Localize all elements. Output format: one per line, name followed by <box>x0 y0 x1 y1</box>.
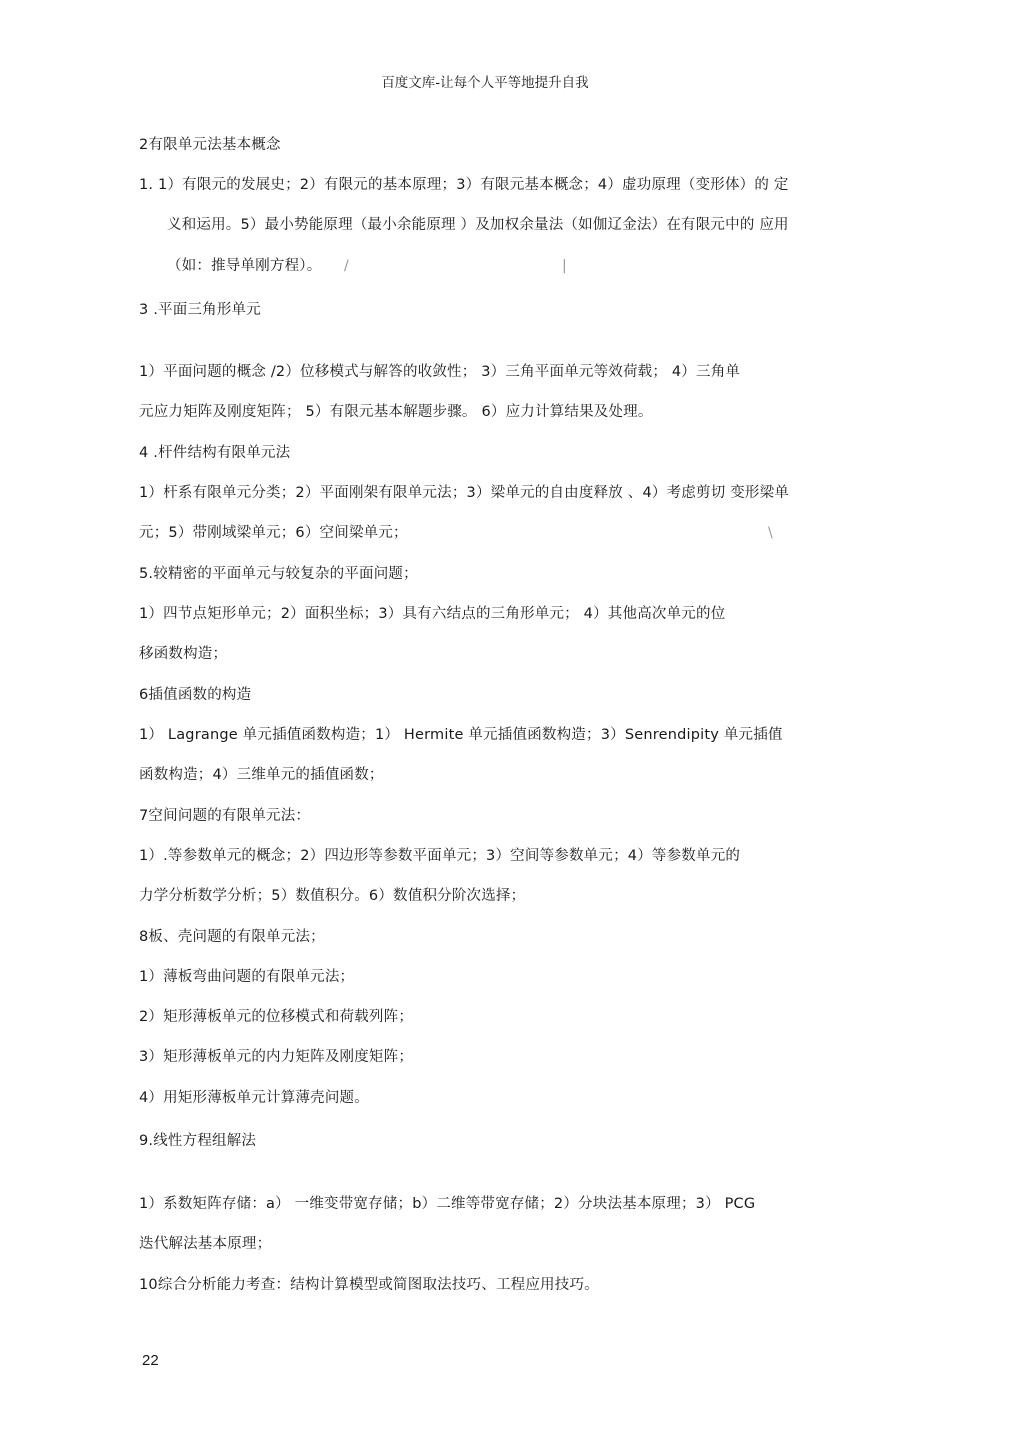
section-2-line-3: （如：推导单刚方程）。 <box>167 258 322 274</box>
section-3-line-1: 1）平面问题的概念 /2）位移模式与解答的收敛性； 3）三角平面单元等效荷载； 4）三角单 <box>139 364 741 380</box>
section-5-line-1: 1）四节点矩形单元；2）面积坐标；3）具有六结点的三角形单元； 4）其他高次单元的位 <box>139 606 726 622</box>
section-8-title: 8板、壳问题的有限单元法； <box>139 929 325 945</box>
stray-mark: \ <box>768 525 773 541</box>
section-9-line-2: 迭代解法基本原理； <box>139 1236 272 1252</box>
section-2-line-2: 义和运用。5）最小势能原理（最小余能原理 ）及加权余量法（如伽辽金法）在有限元中的 应用 <box>167 217 789 233</box>
section-6-line-2: 函数构造；4）三维单元的插值函数； <box>139 767 384 783</box>
section-2-line-1: 1. 1）有限元的发展史；2）有限元的基本原理；3）有限元基本概念；4）虚功原理（变形体）的 定 <box>139 177 789 193</box>
section-8-line-4: 4）用矩形薄板单元计算薄壳问题。 <box>139 1090 369 1106</box>
section-4-title: 4 .杆件结构有限单元法 <box>139 445 291 461</box>
section-2-title: 2有限单元法基本概念 <box>139 137 281 153</box>
page-header: 百度文库-让每个人平等地提升自我 <box>381 75 589 91</box>
section-9-title: 9.线性方程组解法 <box>139 1133 257 1149</box>
section-8-line-3: 3）矩形薄板单元的内力矩阵及刚度矩阵； <box>139 1049 414 1065</box>
section-3-title: 3 .平面三角形单元 <box>139 302 261 318</box>
section-7-title: 7空间问题的有限单元法： <box>139 808 311 824</box>
section-5-line-2: 移函数构造； <box>139 646 228 662</box>
stray-mark: / <box>344 258 349 274</box>
section-3-line-2: 元应力矩阵及刚度矩阵； 5）有限元基本解题步骤。 6）应力计算结果及处理。 <box>139 404 653 420</box>
section-5-title: 5.较精密的平面单元与较复杂的平面问题； <box>139 566 418 582</box>
section-4-line-1: 1）杆系有限单元分类；2）平面刚架有限单元法；3）梁单元的自由度释放 、4）考虑剪切 变形梁单 <box>139 485 790 501</box>
section-7-line-2: 力学分析数学分析；5）数值积分。6）数值积分阶次选择； <box>139 888 526 904</box>
section-6-line-1: 1） Lagrange 单元插值函数构造；1） Hermite 单元插值函数构造；3）Senrendipity 单元插值 <box>139 727 783 743</box>
section-10-line: 10综合分析能力考查：结构计算模型或简图取法技巧、工程应用技巧。 <box>139 1277 599 1293</box>
stray-mark: | <box>562 258 567 274</box>
section-4-line-2: 元；5）带刚域梁单元；6）空间梁单元； <box>139 525 408 541</box>
page-number: 22 <box>142 1352 159 1369</box>
section-6-title: 6插值函数的构造 <box>139 687 252 703</box>
section-8-line-1: 1）薄板弯曲问题的有限单元法； <box>139 969 355 985</box>
section-8-line-2: 2）矩形薄板单元的位移模式和荷载列阵； <box>139 1009 414 1025</box>
section-7-line-1: 1）.等参数单元的概念；2）四边形等参数平面单元；3）空间等参数单元；4）等参数单元的 <box>139 848 741 864</box>
section-9-line-1: 1）系数矩阵存储：a） 一维变带宽存储；b）二维等带宽存储；2）分块法基本原理；3） PCG <box>139 1196 756 1212</box>
